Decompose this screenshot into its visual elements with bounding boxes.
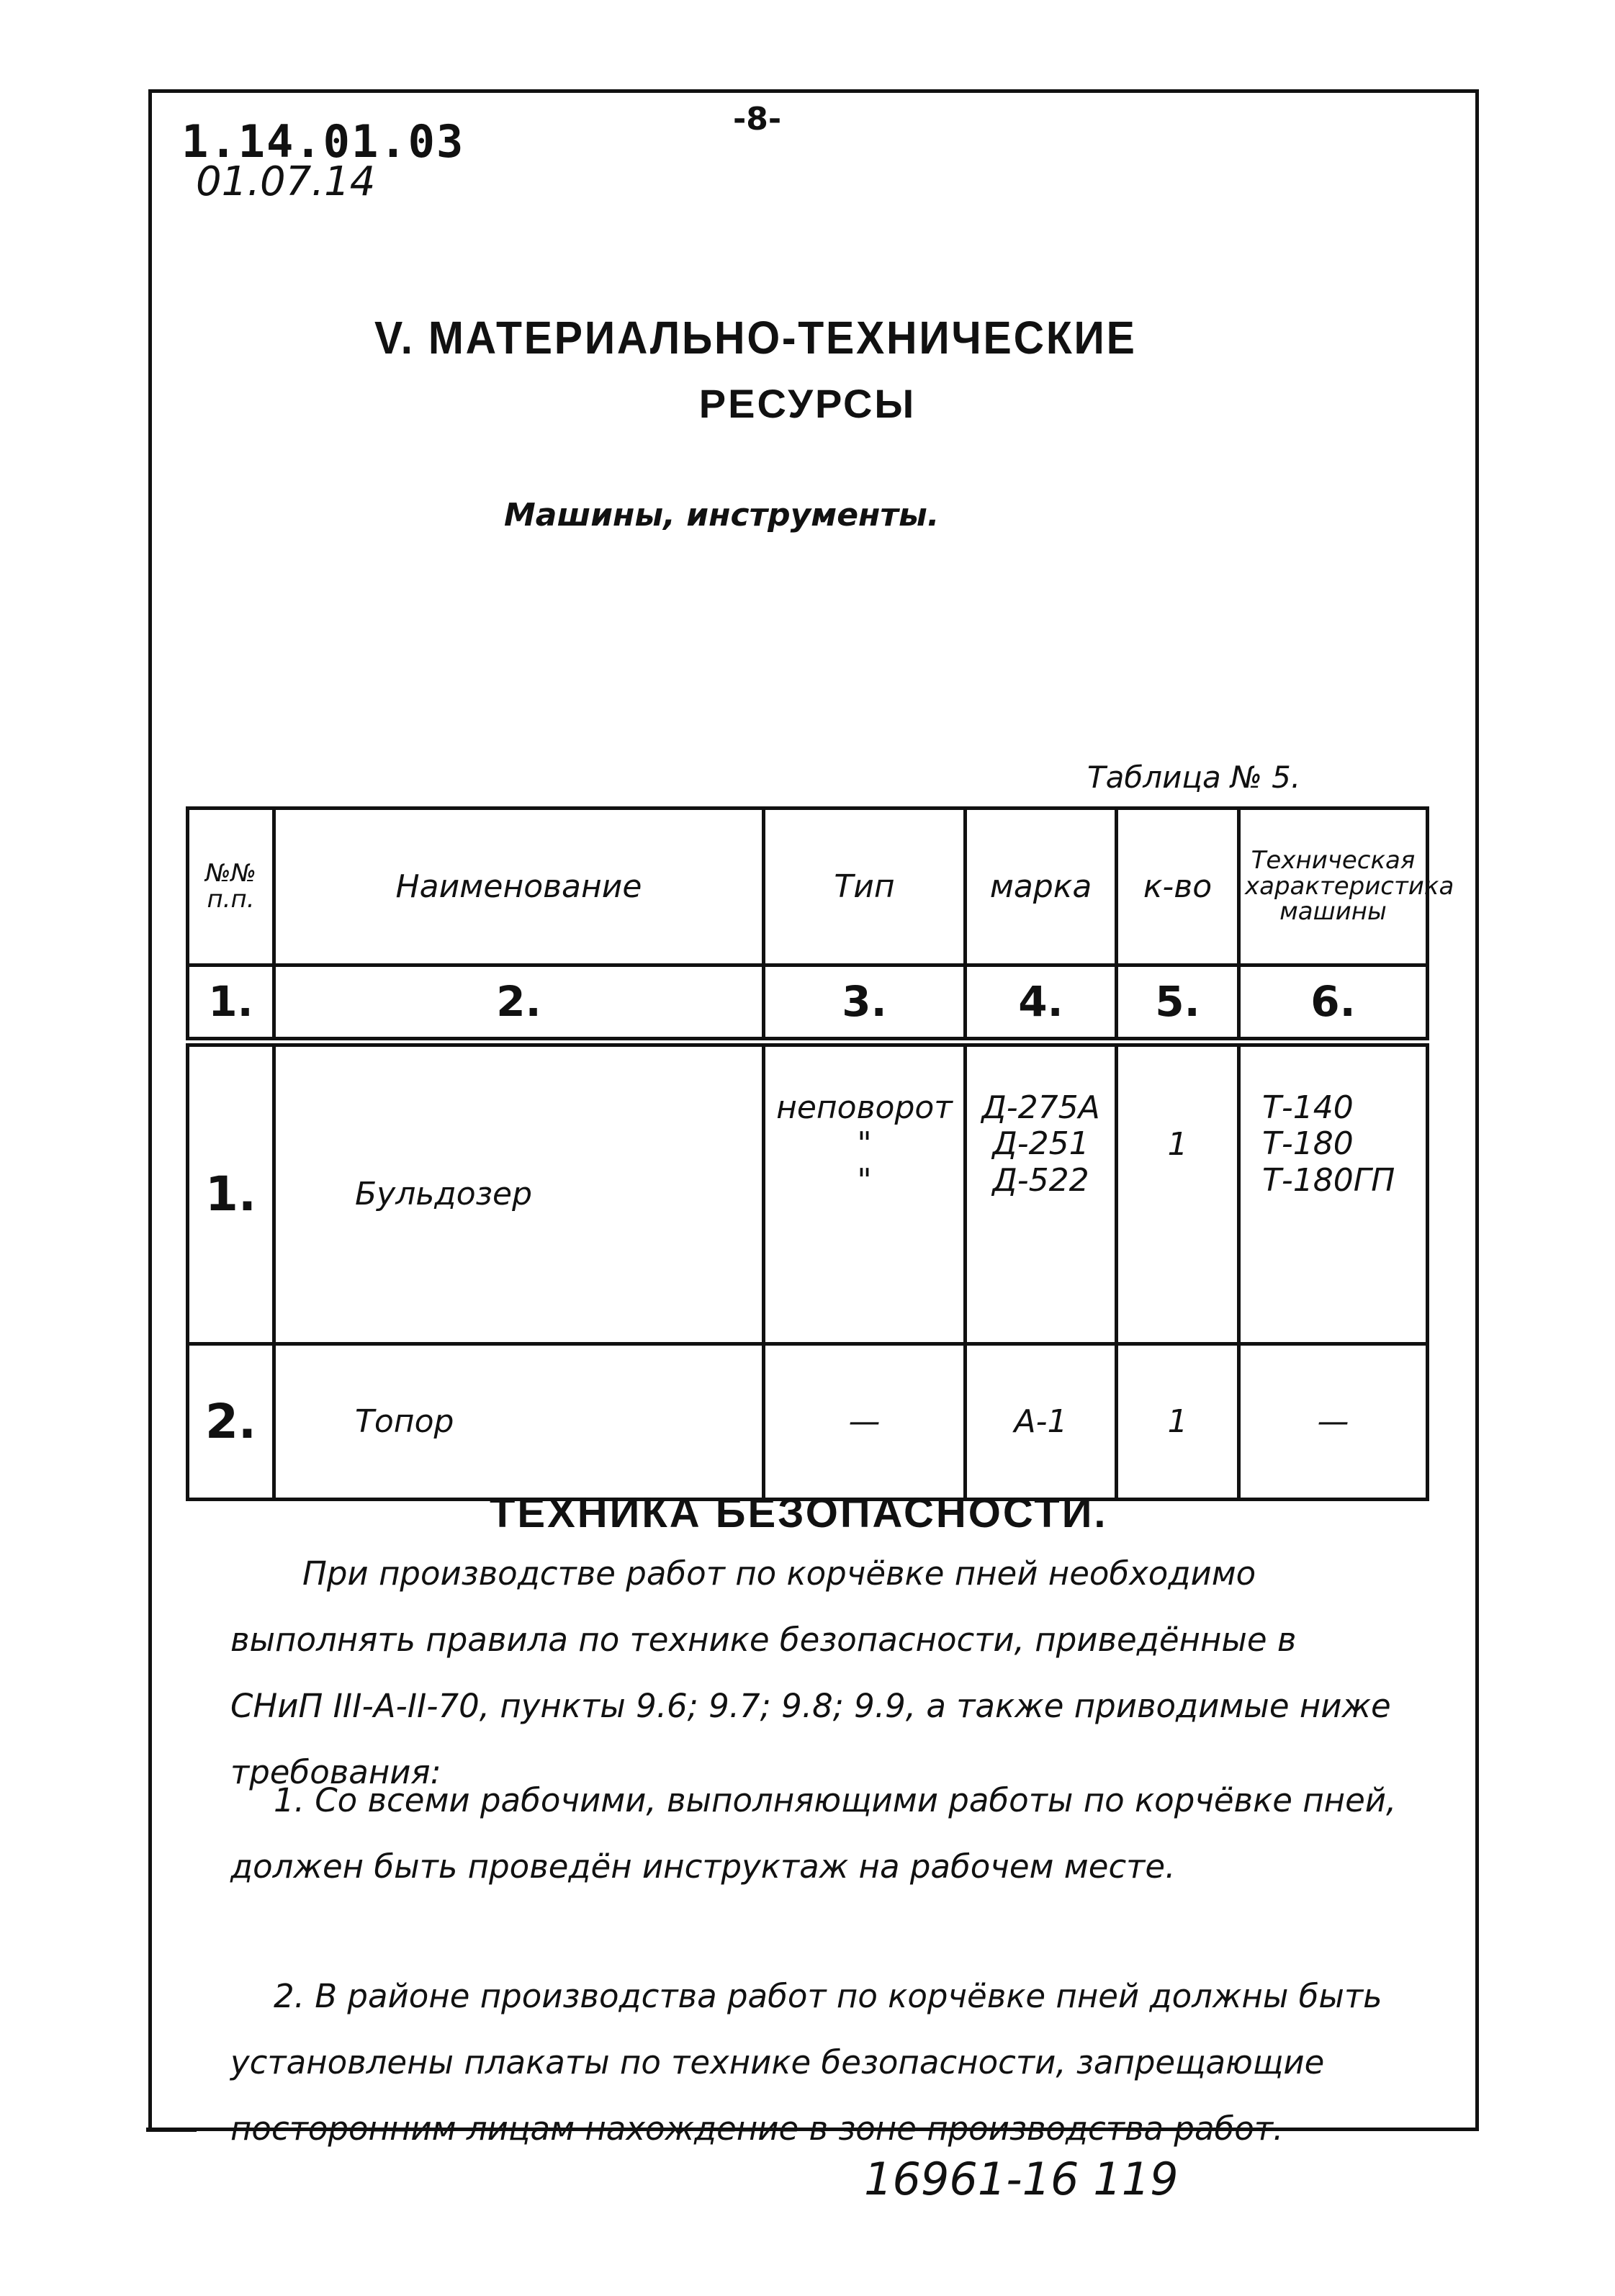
row-char-line: Т-180ГП [1262,1161,1395,1199]
column-number: 5. [1117,965,1239,1042]
row-mark [966,1042,1117,1344]
section-title-line2: РЕСУРСЫ [698,381,917,426]
row-mark-line: Д-275А [981,1089,1100,1126]
row-name: Топор [274,1344,764,1500]
section-title-line1: V. МАТЕРИАЛЬНО-ТЕХНИЧЕСКИЕ [374,312,1137,364]
row-type-line: неповорот [776,1089,953,1126]
document-code: 1.14.01.03 [181,115,465,168]
table-row [188,1042,1428,1344]
header-cell-name: Наименование [274,809,764,965]
row-type-line: " [857,1125,872,1163]
table-header-row [188,809,1428,965]
row-name: Бульдозер [274,1042,764,1344]
safety-title: ТЕХНИКА БЕЗОПАСНОСТИ. [490,1490,1108,1536]
row-qty: 1 [1117,1344,1239,1500]
column-number: 1. [188,965,274,1042]
frame-top-line [148,89,1479,93]
column-number: 4. [966,965,1117,1042]
row-mark: А-1 [966,1344,1117,1500]
column-number: 6. [1239,965,1428,1042]
column-number: 2. [274,965,764,1042]
row-characteristic [1239,1042,1428,1344]
row-number: 1. [188,1042,274,1344]
document-subcode: 01.07.14 [196,158,376,205]
header-cell-type: Тип [764,809,966,965]
table-label: Таблица № 5. [1087,760,1301,795]
row-char-line: Т-140 [1262,1089,1354,1126]
handwritten-sheet-number: 16961-16 119 [864,2153,1179,2205]
row-number: 2. [188,1344,274,1500]
column-number: 3. [764,965,966,1042]
row-type-line: " [857,1161,872,1199]
row-mark-line: Д-251 [992,1125,1089,1163]
table-column-numbers-row [188,965,1428,1042]
header-cell-mark: марка [966,809,1117,965]
header-cell-qty: к-во [1117,809,1239,965]
page-number: -8- [733,101,782,138]
row-mark-line: Д-522 [992,1161,1089,1199]
row-char-line: Т-180 [1262,1125,1354,1163]
row-characteristic: — [1239,1344,1428,1500]
resources-table [186,806,1454,1501]
header-cell-number: №№ п.п. [188,809,274,965]
header-cell-characteristic: Техническая характеристика машины [1239,809,1428,965]
row-type [764,1042,966,1344]
safety-paragraph-2: 2. В районе производства работ по корчёвке пней должны быть установлены плакаты по технике безопасности, запрещающие посторонним лицам нахождение в зоне производства работ. [230,1977,1382,2148]
table-row [188,1344,1428,1500]
safety-paragraph-intro: При производстве работ по корчёвке пней необходимо выполнять правила по технике безопасности, приведённые в СНиП III-А-II-70, пункты 9.6; 9.7; 9.8; 9.9, а также приводимые ниже требования: [230,1554,1391,1791]
safety-paragraph-1: 1. Со всеми рабочими, выполняющими работы по корчёвке пней, должен быть проведён инструктаж на рабочем месте. [230,1781,1397,1886]
row-qty: 1 [1117,1042,1239,1344]
row-type: — [764,1344,966,1500]
section-subtitle: Машины, инструменты. [504,497,940,534]
frame-corner-stub [146,2128,197,2132]
